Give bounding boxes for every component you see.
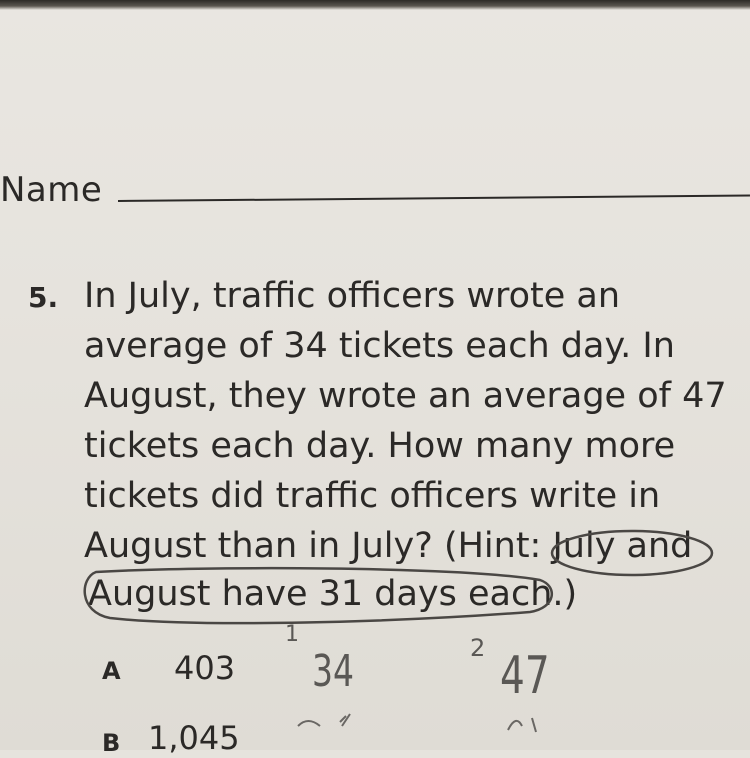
name-label: Name [0, 170, 103, 210]
page-top-edge [0, 0, 750, 10]
handwritten-carry-2: 2 [470, 634, 486, 662]
handwritten-scribble-1 [298, 721, 320, 726]
option-b-value: 1,045 [148, 719, 240, 757]
question-number: 5. [28, 281, 59, 314]
option-a-value: 403 [174, 649, 236, 687]
question-line-3: August, they wrote an average of 47 [84, 376, 727, 416]
question-line-4: tickets each day. How many more [84, 426, 676, 466]
handwritten-carry-1: 1 [285, 622, 299, 647]
name-row [0, 170, 750, 214]
handwritten-34: 34 [312, 646, 354, 697]
question-line-7: August have 31 days each.) [88, 574, 578, 614]
question-line-2: average of 34 tickets each day. In [84, 326, 675, 366]
handwritten-47: 47 [500, 646, 550, 706]
option-b-letter: B [102, 729, 121, 757]
option-a-letter: A [102, 657, 121, 685]
question-line-1: In July, traffic officers wrote an [84, 276, 621, 316]
handwritten-scribble-3 [508, 718, 536, 732]
question-line-6: August than in July? (Hint: July and [84, 526, 693, 566]
question-line-5: tickets did traffic officers write in [84, 476, 661, 516]
handwritten-scribble-2 [340, 714, 350, 726]
